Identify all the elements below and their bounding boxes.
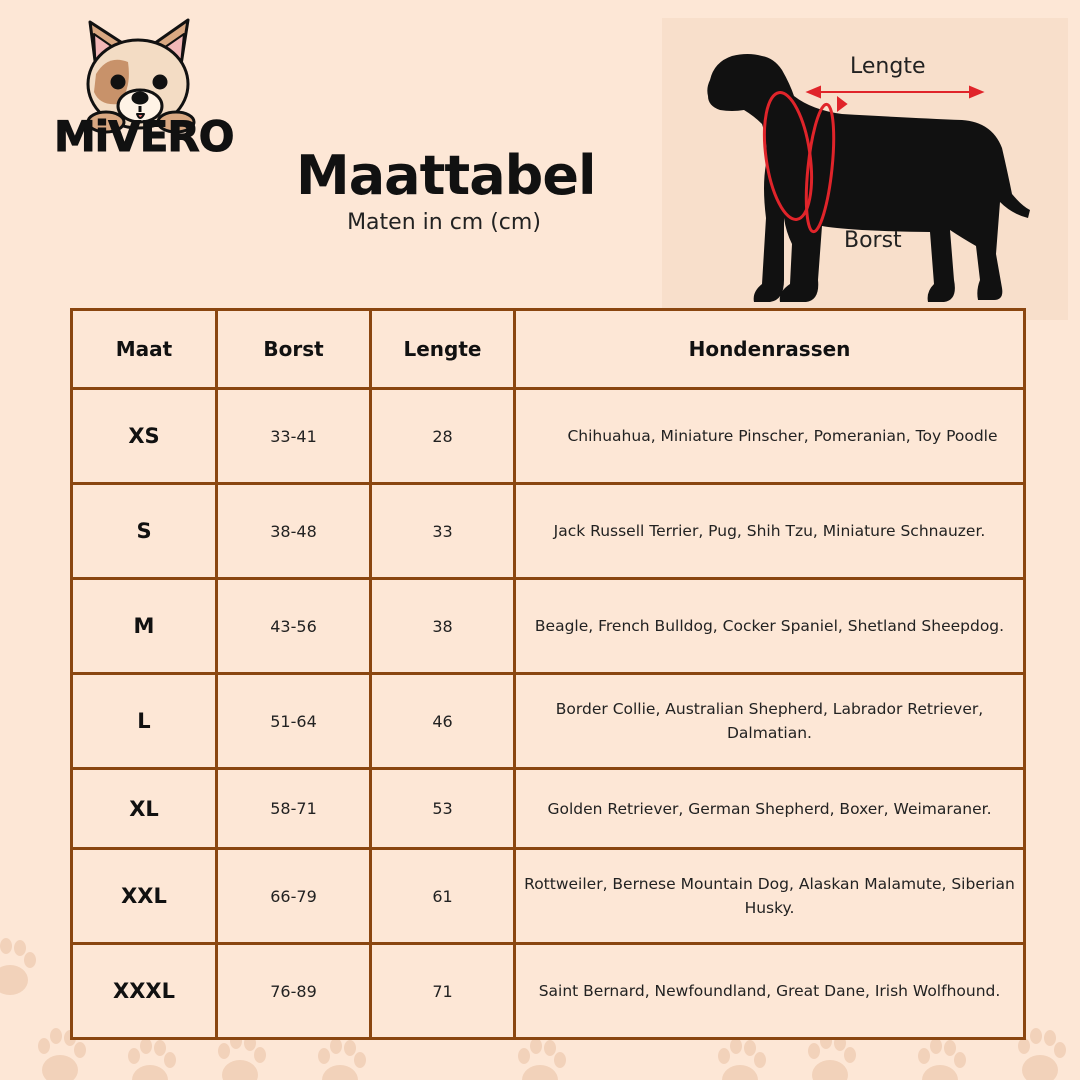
breeds-cell: Border Collie, Australian Shepherd, Labrador Retriever, Dalmatian. <box>515 674 1025 769</box>
page-title: Maattabel <box>296 144 596 207</box>
chest-cell: 43-56 <box>217 579 371 674</box>
table-row <box>72 389 1025 484</box>
length-cell: 38 <box>371 579 515 674</box>
table-row <box>72 769 1025 849</box>
chest-cell: 51-64 <box>217 674 371 769</box>
chest-cell: 33-41 <box>217 389 371 484</box>
length-cell: 28 <box>371 389 515 484</box>
column-header-chest: Borst <box>217 310 371 389</box>
size-cell: XXXL <box>72 944 217 1039</box>
table-header-row <box>72 310 1025 389</box>
chest-cell: 38-48 <box>217 484 371 579</box>
breeds-cell: Jack Russell Terrier, Pug, Shih Tzu, Miniature Schnauzer. <box>515 484 1025 579</box>
size-cell: M <box>72 579 217 674</box>
brand-logo-text: MiVERO <box>54 112 234 161</box>
table-row <box>72 849 1025 944</box>
column-header-length: Lengte <box>371 310 515 389</box>
length-cell: 46 <box>371 674 515 769</box>
length-cell: 53 <box>371 769 515 849</box>
breeds-cell: Chihuahua, Miniature Pinscher, Pomeranian, Toy Poodle <box>515 389 1025 484</box>
size-cell: S <box>72 484 217 579</box>
chest-label: Borst <box>844 228 902 253</box>
chest-cell: 66-79 <box>217 849 371 944</box>
table-row <box>72 579 1025 674</box>
size-cell: XS <box>72 389 217 484</box>
chest-cell: 58-71 <box>217 769 371 849</box>
length-cell: 71 <box>371 944 515 1039</box>
chest-cell: 76-89 <box>217 944 371 1039</box>
length-label: Lengte <box>850 54 926 79</box>
column-header-size: Maat <box>72 310 217 389</box>
breeds-cell: Saint Bernard, Newfoundland, Great Dane, Irish Wolfhound. <box>515 944 1025 1039</box>
size-cell: XL <box>72 769 217 849</box>
length-cell: 33 <box>371 484 515 579</box>
breeds-cell: Rottweiler, Bernese Mountain Dog, Alaskan Malamute, Siberian Husky. <box>515 849 1025 944</box>
column-header-breeds: Hondenrassen <box>515 310 1025 389</box>
size-cell: L <box>72 674 217 769</box>
breeds-cell: Golden Retriever, German Shepherd, Boxer, Weimaraner. <box>515 769 1025 849</box>
size-cell: XXL <box>72 849 217 944</box>
length-cell: 61 <box>371 849 515 944</box>
dog-measurement-diagram <box>662 18 1068 320</box>
breeds-cell: Beagle, French Bulldog, Cocker Spaniel, Shetland Sheepdog. <box>515 579 1025 674</box>
size-table <box>70 308 1026 1040</box>
table-row <box>72 674 1025 769</box>
table-row <box>72 484 1025 579</box>
table-row <box>72 944 1025 1039</box>
page-subtitle: Maten in cm (cm) <box>347 210 541 235</box>
